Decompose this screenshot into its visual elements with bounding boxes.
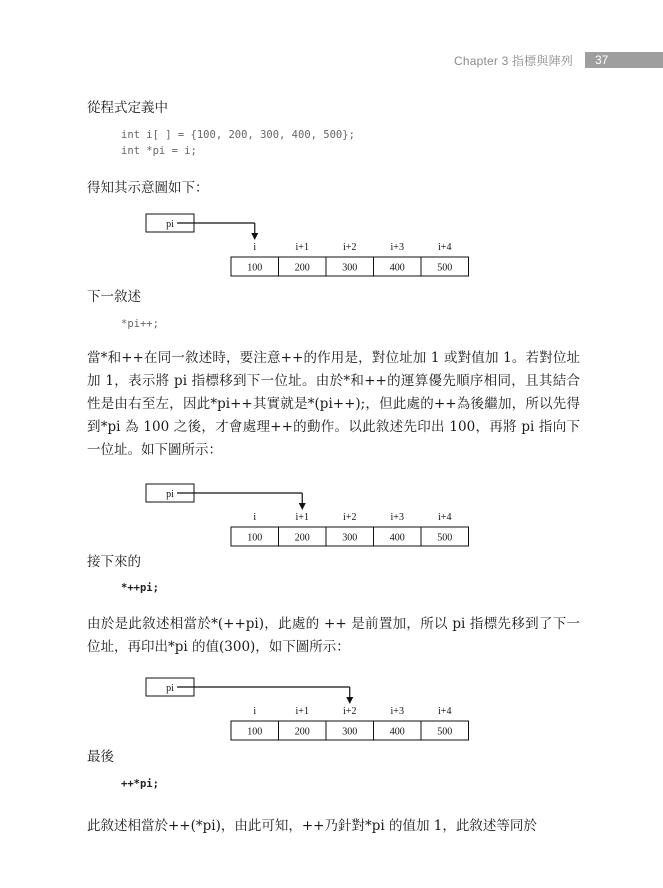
index-label: i	[253, 512, 257, 523]
index-label: i+3	[390, 512, 404, 523]
array-value: 300	[342, 532, 358, 544]
array-value: 200	[294, 262, 310, 274]
code-line: *pi++;	[121, 318, 159, 330]
page-header	[454, 52, 663, 68]
array-value: 500	[437, 532, 453, 544]
code-block-definition	[121, 127, 355, 159]
array-value: 100	[247, 726, 263, 738]
pointer-label: pi	[166, 219, 174, 230]
arrow-head-icon	[251, 233, 258, 240]
page-number: 37	[585, 52, 663, 68]
arrow-head-icon	[346, 697, 353, 704]
array-value: 400	[389, 262, 405, 274]
index-label: i+2	[343, 242, 357, 253]
index-label: i+1	[295, 242, 309, 253]
pointer-array-diagram-3	[140, 677, 480, 747]
array-value: 500	[437, 262, 453, 274]
code-line-pre-increment	[121, 580, 159, 596]
code-line-post-increment	[121, 316, 159, 332]
code-line: *++pi;	[121, 582, 159, 594]
index-label: i+1	[295, 512, 309, 523]
index-label: i+2	[343, 512, 357, 523]
array-value: 100	[247, 532, 263, 544]
array-value: 400	[389, 726, 405, 738]
index-label: i+4	[438, 242, 452, 253]
array-value: 200	[294, 726, 310, 738]
paragraph-value-increment: 此敘述相當於++(*pi)，由此可知，++乃針對*pi 的值加 1，此敘述等同於	[87, 818, 537, 834]
array-value: 500	[437, 726, 453, 738]
section-heading-definition: 從程式定義中	[87, 100, 168, 116]
pointer-array-diagram-2	[140, 483, 480, 553]
section-heading-following: 接下來的	[87, 554, 141, 570]
index-label: i	[253, 242, 257, 253]
array-value: 200	[294, 532, 310, 544]
chapter-title: Chapter 3 指標與陣列	[453, 53, 573, 68]
index-label: i	[253, 706, 257, 717]
array-value: 300	[342, 726, 358, 738]
paragraph-pre-increment: 由於是此敘述相當於*(++pi)，此處的 ++ 是前置加，所以 pi 指標先移到了下一位址，再印出*pi 的值(300)，如下圖所示：	[87, 616, 580, 655]
index-label: i+4	[438, 706, 452, 717]
section-heading-diagram: 得知其示意圖如下：	[87, 180, 209, 196]
section-heading-finally: 最後	[87, 749, 114, 765]
index-label: i+3	[390, 706, 404, 717]
code-line: ++*pi;	[121, 778, 159, 790]
array-value: 100	[247, 262, 263, 274]
code-line-value-increment	[121, 776, 159, 792]
index-label: i+4	[438, 512, 452, 523]
array-value: 400	[389, 532, 405, 544]
code-line: int *pi = i;	[121, 145, 197, 157]
pointer-array-diagram-1	[140, 213, 480, 283]
section-heading-next-statement: 下一敘述	[87, 289, 141, 305]
arrow-head-icon	[299, 503, 306, 510]
pointer-label: pi	[166, 683, 174, 694]
pointer-label: pi	[166, 489, 174, 500]
index-label: i+3	[390, 242, 404, 253]
paragraph-post-increment: 當*和++在同一敘述時，要注意++的作用是，對位址加 1 或對值加 1。若對位址加 1，表示將 pi 指標移到下一位址。由於*和++的運算優先順序相同，且其結合性是由右至左，因此*pi++其實就是*(pi++);，但此處的++為後繼加，所以先得到*pi 為 100 之後，才會處理++的動作。以此敘述先印出 100，再將 pi 指向下一位址。如下圖所示：	[87, 350, 580, 458]
array-value: 300	[342, 262, 358, 274]
index-label: i+1	[295, 706, 309, 717]
code-line: int i[ ] = {100, 200, 300, 400, 500};	[121, 129, 355, 141]
index-label: i+2	[343, 706, 357, 717]
